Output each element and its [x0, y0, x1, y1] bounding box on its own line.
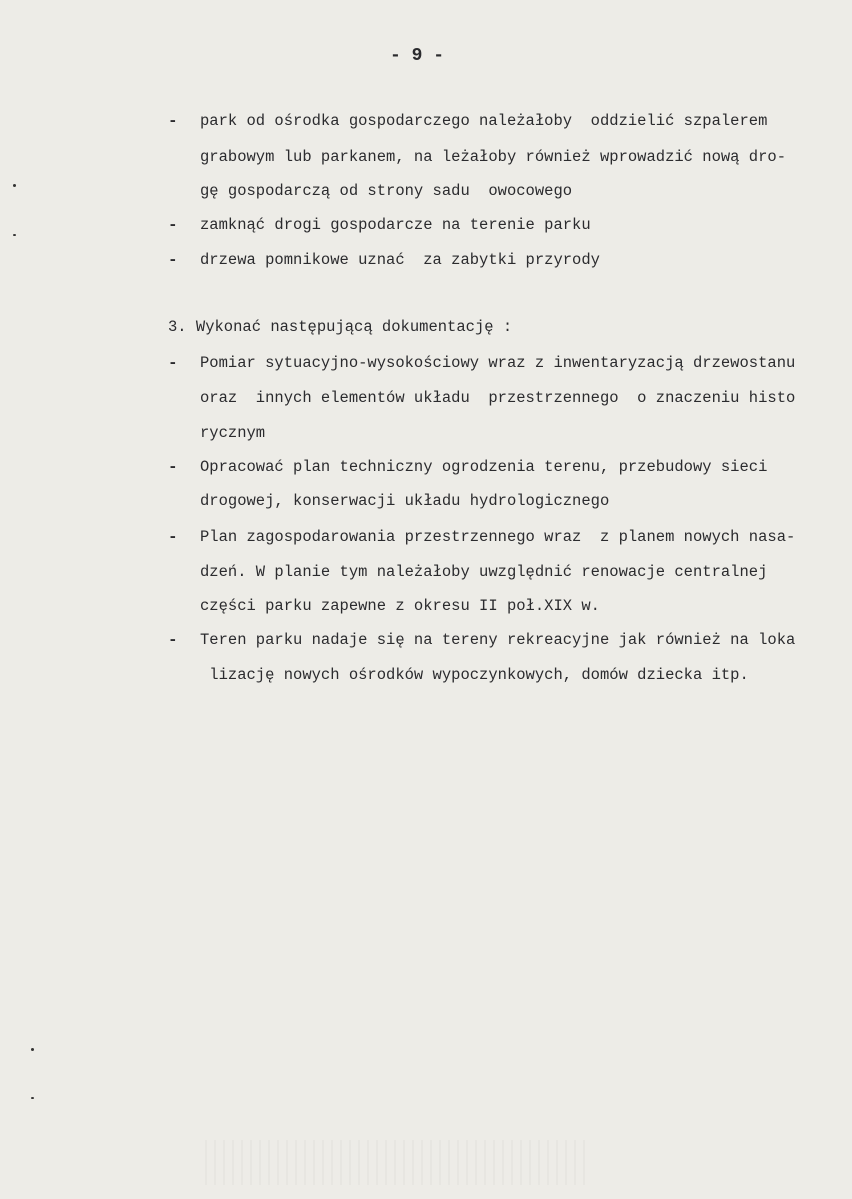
bullet-dash: -: [168, 631, 178, 649]
text-line: Teren parku nadaje się na tereny rekreacyjne jak również na loka: [200, 631, 796, 649]
text-line: Pomiar sytuacyjno-wysokościowy wraz z inwentaryzacją drzewostanu: [200, 354, 796, 372]
text-line: lizację nowych ośrodków wypoczynkowych, domów dziecka itp.: [200, 666, 749, 684]
text-line: dzeń. W planie tym należałoby uwzględnić renowacje centralnej: [200, 563, 768, 581]
text-line: Opracować plan techniczny ogrodzenia terenu, przebudowy sieci: [200, 458, 768, 476]
margin-dot: [13, 234, 16, 236]
text-line: gę gospodarczą od strony sadu owocowego: [200, 182, 573, 200]
text-line: rycznym: [200, 424, 266, 442]
margin-dot: [31, 1097, 34, 1099]
text-line: park od ośrodka gospodarczego należałoby oddzielić szpalerem: [200, 112, 768, 130]
text-line: grabowym lub parkanem, na leżałoby również wprowadzić nową dro-: [200, 148, 786, 166]
text-line: drzewa pomnikowe uznać za zabytki przyrody: [200, 251, 600, 269]
margin-dot: [31, 1048, 34, 1051]
bleed-through-texture: [205, 1140, 585, 1185]
section-heading: 3. Wykonać następującą dokumentację :: [168, 318, 513, 336]
page-number: - 9 -: [390, 46, 445, 66]
bullet-dash: -: [168, 251, 178, 269]
bullet-dash: -: [168, 354, 178, 372]
bullet-dash: -: [168, 458, 178, 476]
bullet-dash: -: [168, 112, 178, 130]
text-line: drogowej, konserwacji układu hydrologicznego: [200, 492, 610, 510]
text-line: zamknąć drogi gospodarcze na terenie parku: [200, 216, 591, 234]
bullet-dash: -: [168, 528, 178, 546]
text-line: Plan zagospodarowania przestrzennego wraz z planem nowych nasa-: [200, 528, 796, 546]
margin-dot: [13, 184, 16, 187]
bullet-dash: -: [168, 216, 178, 234]
text-line: oraz innych elementów układu przestrzennego o znaczeniu histo: [200, 389, 796, 407]
text-line: części parku zapewne z okresu II poł.XIX w.: [200, 597, 600, 615]
